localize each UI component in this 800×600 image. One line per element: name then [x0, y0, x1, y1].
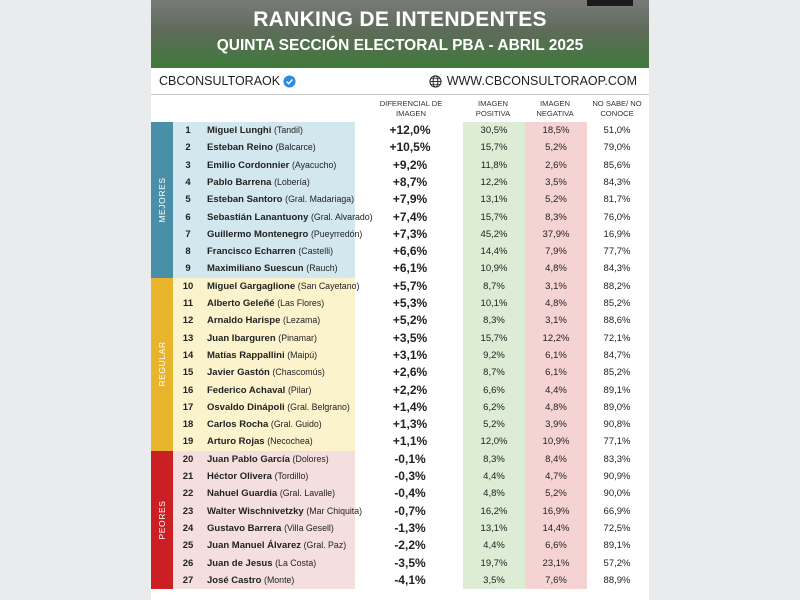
positive-cell: 13,1%: [480, 522, 508, 534]
municipality: (Gral. Guido): [270, 419, 322, 430]
municipality: (Lobería): [274, 176, 310, 187]
diff-cell: -4,1%: [394, 572, 426, 587]
municipality: (Rauch): [306, 263, 338, 274]
negative-cell: 4,4%: [545, 384, 567, 396]
mayor-name: Pablo Barrena: [207, 176, 272, 188]
unknown-cell: 85,2%: [603, 298, 631, 309]
diff-cell: +9,2%: [392, 157, 428, 172]
diff-cell: +12,0%: [389, 123, 431, 137]
diff-cell: +5,7%: [392, 278, 428, 293]
divider: [151, 94, 649, 95]
table-row: [173, 122, 649, 139]
table-row: [173, 520, 649, 537]
unknown-cell: 88,6%: [603, 315, 631, 327]
municipality: (Ayacucho): [291, 159, 337, 170]
unknown-cell: 88,2%: [603, 280, 631, 292]
table-row: [173, 278, 649, 295]
page-title: RANKING DE INTENDENTES: [253, 8, 547, 31]
website-url: WWW.CBCONSULTORAOP.COM: [446, 74, 637, 88]
diff-cell: +3,1%: [392, 347, 428, 362]
positive-cell: 16,2%: [480, 505, 508, 517]
table-row: [173, 209, 649, 226]
mayor-name: Guillermo Montenegro: [207, 228, 309, 240]
positive-cell: 8,7%: [483, 367, 505, 379]
table-row: [173, 416, 649, 433]
col-header-positive: IMAGEN POSITIVA: [475, 99, 511, 118]
col-header-diff: DIFERENCIAL DE IMAGEN: [379, 99, 443, 118]
group-label: PEORES: [157, 500, 167, 540]
mayor-name: Gustavo Barrera: [207, 522, 282, 534]
table-row: [173, 295, 649, 312]
group-label: MEJORES: [157, 177, 167, 223]
mayor-name: Sebastián Lanantuony: [207, 211, 309, 223]
rank-cell: 17: [182, 401, 194, 413]
municipality: (Chascomús): [272, 367, 325, 378]
negative-cell: 6,6%: [545, 540, 567, 552]
positive-cell: 5,2%: [483, 419, 505, 431]
municipality: (Gral. Madariaga): [285, 194, 355, 205]
rank-cell: 26: [182, 557, 194, 569]
col-header-unknown: NO SABE/ NO CONOCE: [592, 99, 642, 118]
mayor-name: Matías Rappallini: [207, 349, 285, 361]
rank-cell: 18: [182, 419, 194, 431]
negative-cell: 10,9%: [542, 436, 570, 448]
positive-cell: 9,2%: [483, 349, 505, 361]
rank-cell: 9: [185, 263, 191, 275]
rank-cell: 8: [185, 246, 191, 258]
mayor-name-cell: [207, 139, 316, 156]
header-corner-mark: [587, 0, 633, 6]
mayor-name-cell: [207, 243, 333, 260]
mayor-name: Federico Achaval: [207, 384, 286, 396]
positive-cell: 3,5%: [483, 574, 505, 586]
table-row: [173, 382, 649, 399]
table-row: [173, 433, 649, 450]
mayor-name: Nahuel Guardia: [207, 488, 278, 500]
negative-cell: 5,2%: [545, 488, 567, 500]
unknown-cell: 51,0%: [603, 125, 631, 136]
rank-cell: 20: [182, 453, 194, 465]
municipality: (Gral. Belgrano): [287, 401, 350, 412]
table-row: [173, 451, 649, 468]
group-band-regular: [151, 278, 173, 451]
positive-cell: 6,6%: [483, 384, 505, 396]
mayor-name: Esteban Santoro: [207, 194, 283, 206]
positive-cell: 12,0%: [480, 436, 508, 448]
mayor-name-cell: [207, 226, 362, 243]
positive-cell: 6,2%: [483, 401, 505, 413]
mayor-name-cell: [207, 364, 325, 381]
negative-cell: 12,2%: [542, 332, 570, 344]
group-band-peores: [151, 451, 173, 589]
negative-cell: 3,5%: [545, 176, 567, 188]
positive-cell: 4,4%: [483, 471, 505, 482]
rank-cell: 3: [185, 159, 191, 171]
diff-cell: +7,3%: [392, 226, 428, 241]
unknown-cell: 83,3%: [603, 453, 631, 465]
municipality: (Gral. Paz): [303, 540, 347, 551]
negative-cell: 37,9%: [542, 228, 570, 240]
mayor-name: Arturo Rojas: [207, 436, 265, 448]
negative-cell: 4,8%: [545, 298, 567, 309]
table-row: [173, 364, 649, 381]
unknown-cell: 66,9%: [603, 505, 631, 517]
unknown-cell: 90,0%: [603, 488, 631, 500]
municipality: (Mar Chiquita): [306, 505, 363, 516]
municipality: (Lezama): [283, 315, 321, 326]
mayor-name-cell: [207, 209, 373, 226]
positive-cell: 14,4%: [480, 246, 508, 258]
unknown-cell: 16,9%: [603, 228, 631, 240]
diff-cell: +7,9%: [392, 192, 428, 207]
mayor-name: Emilio Cordonnier: [207, 159, 290, 171]
municipality: (Las Flores): [277, 298, 325, 308]
mayor-name-cell: [207, 451, 329, 468]
table-row: [173, 485, 649, 502]
unknown-cell: 85,2%: [603, 367, 631, 379]
rank-cell: 21: [182, 471, 194, 482]
diff-cell: +10,5%: [389, 140, 431, 155]
negative-cell: 5,2%: [545, 142, 567, 154]
mayor-name-cell: [207, 278, 359, 295]
negative-cell: 16,9%: [542, 505, 570, 517]
rank-cell: 27: [182, 574, 194, 586]
municipality: (Maipú): [287, 349, 318, 360]
diff-cell: -1,3%: [394, 520, 426, 535]
mayor-name: Walter Wischnivetzky: [207, 505, 304, 517]
negative-cell: 23,1%: [542, 557, 570, 569]
brand-handle: [159, 74, 296, 88]
unknown-cell: 57,2%: [603, 557, 631, 569]
ranking-card: [151, 0, 649, 600]
mayor-name: Juan Ibarguren: [207, 332, 276, 344]
table-row: [173, 139, 649, 156]
municipality: (Gral. Lavalle): [279, 488, 336, 499]
unknown-cell: 84,3%: [603, 263, 631, 275]
mayor-name: Osvaldo Dinápoli: [207, 401, 285, 413]
negative-cell: 6,1%: [545, 367, 567, 379]
website: [429, 74, 637, 88]
mayor-name-cell: [207, 174, 310, 191]
rank-cell: 6: [185, 211, 191, 223]
mayor-name-cell: [207, 347, 317, 364]
municipality: (Dolores): [292, 453, 329, 464]
mayor-name-cell: [207, 382, 311, 399]
diff-cell: +7,4%: [392, 209, 428, 224]
group-band-mejores: [151, 122, 173, 278]
positive-cell: 13,1%: [480, 194, 508, 206]
mayor-name-cell: [207, 157, 336, 174]
rank-cell: 22: [182, 488, 194, 500]
diff-cell: -0,3%: [394, 469, 426, 483]
group-label: REGULAR: [157, 341, 167, 387]
rank-cell: 15: [182, 367, 194, 379]
table-row: [173, 468, 649, 485]
unknown-cell: 89,0%: [603, 401, 631, 413]
unknown-cell: 84,7%: [603, 349, 631, 361]
table-row: [173, 174, 649, 191]
positive-cell: 30,5%: [480, 125, 508, 136]
positive-cell: 4,4%: [483, 540, 505, 552]
mayor-name: Esteban Reino: [207, 142, 273, 154]
positive-cell: 10,1%: [480, 298, 508, 309]
rank-cell: 13: [182, 332, 194, 344]
mayor-name-cell: [207, 295, 324, 312]
unknown-cell: 72,1%: [603, 332, 631, 344]
positive-cell: 12,2%: [480, 176, 508, 188]
mayor-name: Carlos Rocha: [207, 419, 269, 431]
table-row: [173, 191, 649, 208]
unknown-cell: 79,0%: [603, 142, 631, 154]
negative-cell: 3,9%: [545, 419, 567, 431]
mayor-name-cell: [207, 572, 294, 589]
positive-cell: 45,2%: [480, 228, 508, 240]
mayor-name: Miguel Lunghi: [207, 125, 272, 136]
unknown-cell: 88,9%: [603, 574, 631, 586]
unknown-cell: 76,0%: [603, 211, 631, 223]
rank-cell: 11: [182, 298, 194, 309]
diff-cell: +5,2%: [392, 313, 428, 328]
table-row: [173, 260, 649, 277]
municipality: (San Cayetano): [297, 280, 360, 291]
diff-cell: +1,1%: [392, 434, 428, 449]
mayor-name-cell: [207, 191, 354, 208]
negative-cell: 7,9%: [545, 246, 567, 258]
diff-cell: -0,7%: [394, 503, 426, 518]
diff-cell: -3,5%: [394, 555, 426, 570]
rank-cell: 16: [182, 384, 194, 396]
negative-cell: 7,6%: [545, 574, 567, 586]
unknown-cell: 84,3%: [603, 176, 631, 188]
mayor-name: Javier Gastón: [207, 367, 270, 379]
rank-cell: 4: [185, 176, 191, 188]
mayor-name-cell: [207, 260, 338, 277]
diff-cell: +2,2%: [392, 382, 428, 397]
table-row: [173, 157, 649, 174]
table-row: [173, 347, 649, 364]
rank-cell: 10: [182, 280, 194, 292]
table-row: [173, 243, 649, 260]
negative-cell: 2,6%: [545, 159, 567, 171]
municipality: (Pinamar): [278, 332, 317, 343]
rank-cell: 7: [185, 228, 191, 240]
mayor-name: Maximiliano Suescun: [207, 263, 304, 275]
rank-cell: 25: [182, 540, 194, 552]
municipality: (Castelli): [298, 246, 334, 257]
brand-name: CBCONSULTORAOK: [159, 74, 281, 88]
table-row: [173, 399, 649, 416]
rank-cell: 1: [185, 125, 191, 136]
mayor-name-cell: [207, 416, 322, 433]
municipality: (La Costa): [275, 557, 317, 568]
table-row: [173, 312, 649, 329]
municipality: (Monte): [264, 574, 295, 585]
diff-cell: +2,6%: [392, 365, 428, 380]
mayor-name: Alberto Geleñé: [207, 298, 275, 309]
diff-cell: +1,4%: [392, 399, 428, 414]
table-row: [173, 537, 649, 554]
unknown-cell: 89,1%: [603, 384, 631, 396]
diff-cell: +8,7%: [392, 174, 428, 189]
negative-cell: 14,4%: [542, 522, 570, 534]
diff-cell: +6,6%: [392, 244, 428, 259]
positive-cell: 15,7%: [480, 211, 508, 223]
verified-badge-icon: [283, 75, 296, 88]
diff-cell: -0,4%: [394, 486, 426, 501]
rank-cell: 5: [185, 194, 191, 206]
rank-cell: 12: [182, 315, 194, 327]
positive-cell: 8,7%: [483, 280, 505, 292]
mayor-name: Héctor Olivera: [207, 471, 272, 482]
negative-cell: 8,4%: [545, 453, 567, 465]
mayor-name-cell: [207, 520, 334, 537]
unknown-cell: 85,6%: [603, 159, 631, 171]
mayor-name-cell: [207, 555, 316, 572]
negative-cell: 3,1%: [545, 315, 567, 327]
mayor-name: Juan Manuel Álvarez: [207, 540, 301, 552]
mayor-name: Miguel Gargaglione: [207, 280, 296, 292]
municipality: (Balcarce): [275, 142, 316, 153]
municipality: (Necochea): [267, 436, 313, 447]
unknown-cell: 72,5%: [603, 522, 631, 534]
diff-cell: +5,3%: [392, 296, 428, 310]
table-row: [173, 555, 649, 572]
mayor-name: Francisco Echarren: [207, 246, 296, 258]
mayor-name-cell: [207, 468, 308, 485]
mayor-name: Juan de Jesus: [207, 557, 273, 569]
positive-cell: 10,9%: [480, 263, 508, 275]
rank-cell: 19: [182, 436, 194, 448]
mayor-name-cell: [207, 399, 350, 416]
header-banner: [151, 0, 649, 68]
globe-icon: [429, 75, 442, 88]
negative-cell: 18,5%: [542, 125, 570, 136]
municipality: (Villa Gesell): [284, 522, 334, 533]
positive-cell: 8,3%: [483, 453, 505, 465]
negative-cell: 4,8%: [545, 401, 567, 413]
table-row: [173, 572, 649, 589]
municipality: (Pueyrredón): [310, 228, 363, 239]
rank-cell: 23: [182, 505, 194, 517]
unknown-cell: 81,7%: [603, 194, 631, 206]
diff-cell: +6,1%: [392, 261, 428, 276]
mayor-name-cell: [207, 312, 320, 329]
municipality: (Tordillo): [274, 471, 309, 481]
unknown-cell: 77,7%: [603, 246, 631, 258]
table-row: [173, 330, 649, 347]
municipality: (Pilar): [287, 384, 312, 395]
negative-cell: 8,3%: [545, 211, 567, 223]
unknown-cell: 90,9%: [603, 471, 631, 482]
municipality: (Tandil): [274, 125, 303, 135]
positive-cell: 8,3%: [483, 315, 505, 327]
rank-cell: 2: [185, 142, 191, 154]
positive-cell: 11,8%: [480, 159, 508, 171]
col-header-negative: IMAGEN NEGATIVA: [536, 99, 574, 118]
positive-cell: 4,8%: [483, 488, 505, 500]
mayor-name-cell: [207, 330, 317, 347]
municipality: (Gral. Alvarado): [311, 211, 373, 222]
table-row: [173, 226, 649, 243]
rank-cell: 24: [182, 522, 194, 534]
mayor-name: Juan Pablo García: [207, 453, 290, 465]
positive-cell: 15,7%: [480, 142, 508, 154]
negative-cell: 5,2%: [545, 194, 567, 206]
mayor-name-cell: [207, 485, 335, 502]
positive-cell: 15,7%: [480, 332, 508, 344]
mayor-name-cell: [207, 537, 346, 554]
diff-cell: -0,1%: [394, 451, 426, 466]
mayor-name: José Castro: [207, 574, 262, 586]
mayor-name-cell: [207, 503, 362, 520]
diff-cell: -2,2%: [394, 538, 426, 553]
unknown-cell: 89,1%: [603, 540, 631, 552]
negative-cell: 6,1%: [545, 349, 567, 361]
negative-cell: 3,1%: [545, 280, 567, 292]
mayor-name-cell: [207, 122, 303, 139]
mayor-name-cell: [207, 433, 313, 450]
negative-cell: 4,8%: [545, 263, 567, 275]
table-row: [173, 503, 649, 520]
diff-cell: +1,3%: [392, 417, 428, 432]
unknown-cell: 90,8%: [603, 419, 631, 431]
positive-cell: 19,7%: [480, 557, 508, 569]
negative-cell: 4,7%: [545, 471, 567, 482]
diff-cell: +3,5%: [392, 330, 428, 345]
unknown-cell: 77,1%: [603, 436, 631, 448]
rank-cell: 14: [182, 349, 194, 361]
mayor-name: Arnaldo Harispe: [207, 315, 281, 327]
page-subtitle: QUINTA SECCIÓN ELECTORAL PBA - ABRIL 2025: [216, 37, 584, 54]
